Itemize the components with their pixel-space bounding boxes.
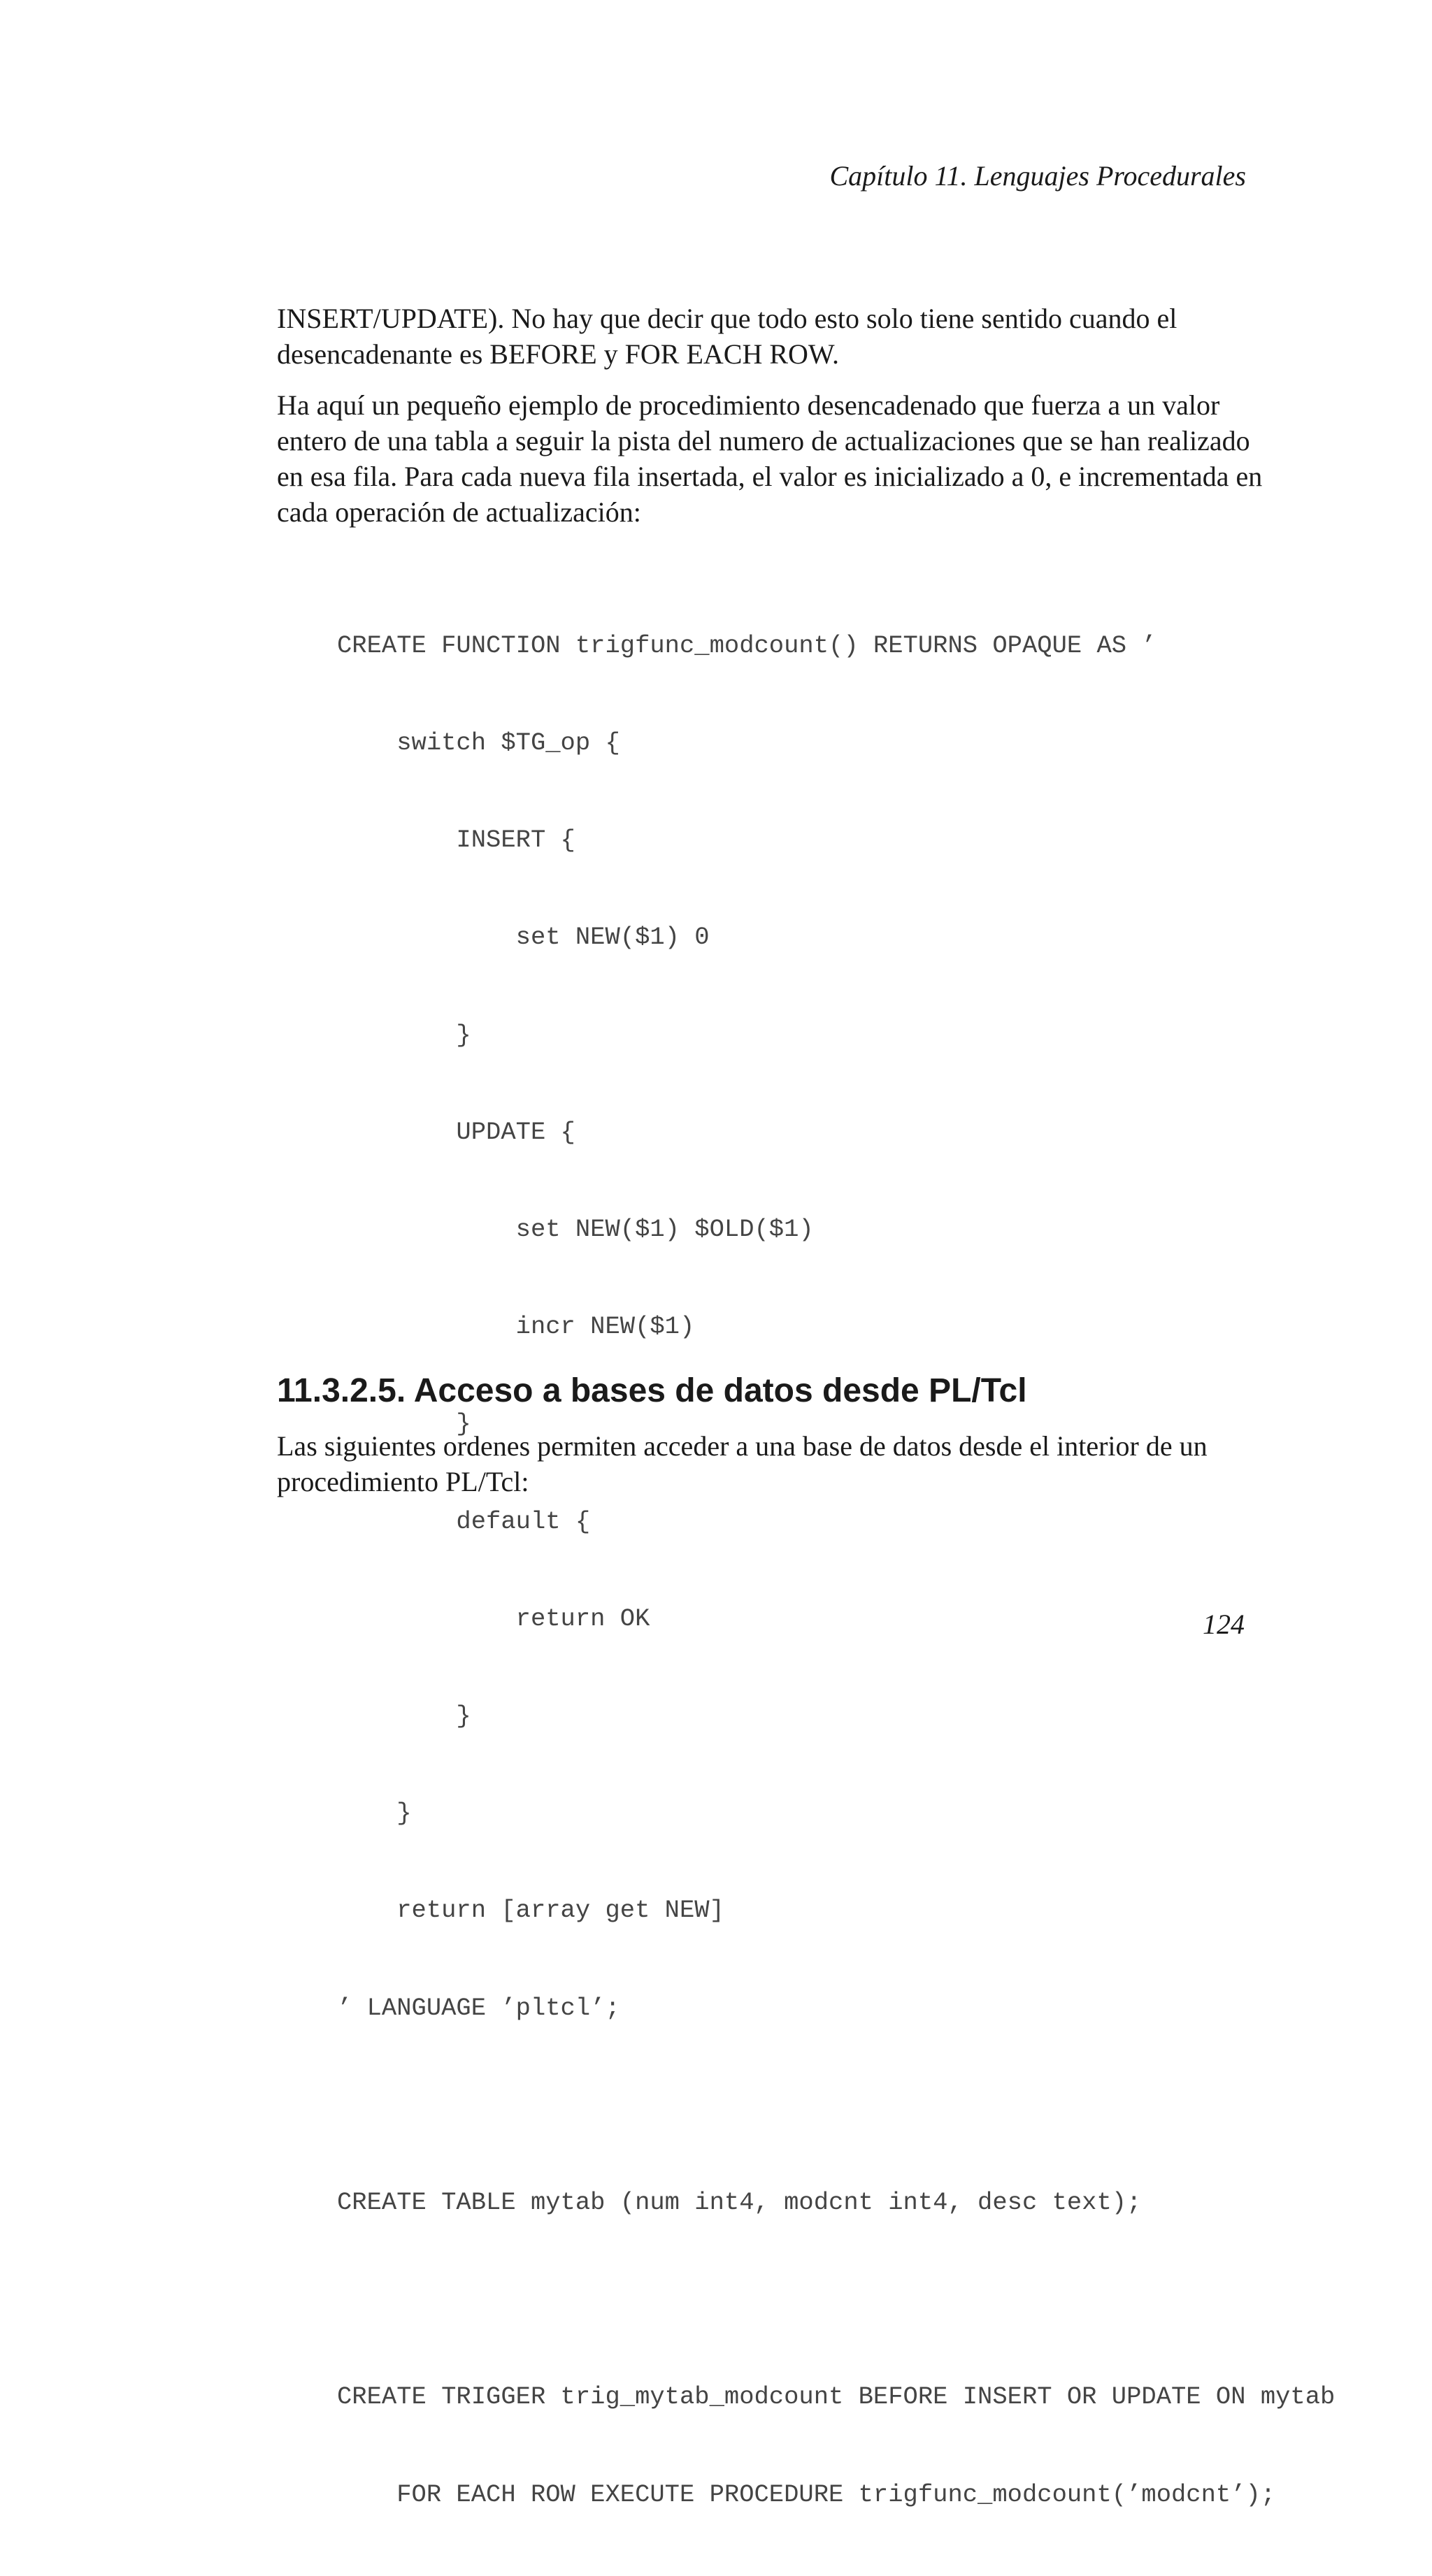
code-line: switch $TG_op { <box>337 728 620 758</box>
code-line: } <box>337 1409 471 1439</box>
code-line: set NEW($1) $OLD($1) <box>337 1215 814 1244</box>
code-line: UPDATE { <box>337 1117 575 1146</box>
code-block <box>337 565 1336 2576</box>
code-line: ’ LANGUAGE ’pltcl’; <box>337 1993 620 2022</box>
section-title: 11.3.2.5. Acceso a bases de datos desde PL/Tcl <box>277 1372 1027 1409</box>
code-line: } <box>337 1799 412 1828</box>
code-line: set NEW($1) 0 <box>337 923 710 952</box>
code-line: return OK <box>337 1604 650 1633</box>
code-line: default { <box>337 1506 591 1536</box>
body-paragraph: Ha aquí un pequeño ejemplo de procedimiento desencadenado que fuerza a un valor entero de una tabla a seguir la pista del numero de actualizaciones que se han realizado en esa fila. Para cada nueva fila insertada, el valor es inicializado a 0, e incrementada en cada operación de actualización: <box>277 389 1263 528</box>
code-line <box>337 2089 1270 2122</box>
code-line: FOR EACH ROW EXECUTE PROCEDURE trigfunc_modcount(’modcnt’); <box>337 2480 1276 2509</box>
code-line <box>337 2284 1270 2316</box>
code-line: incr NEW($1) <box>337 1312 695 1341</box>
body-paragraph: INSERT/UPDATE). No hay que decir que todo esto solo tiene sentido cuando el desencadenante es BEFORE y FOR EACH ROW. <box>277 303 1177 370</box>
code-line: CREATE FUNCTION trigfunc_modcount() RETURNS OPAQUE AS ’ <box>337 631 1157 660</box>
code-line: INSERT { <box>337 826 575 855</box>
code-line: } <box>337 1020 471 1049</box>
section-paragraph: Las siguientes ordenes permiten acceder a una base de datos desde el interior de un procedimiento PL/Tcl: <box>277 1430 1208 1497</box>
code-line: } <box>337 1701 471 1731</box>
page-number: 124 <box>1203 1609 1245 1640</box>
code-line: CREATE TRIGGER trig_mytab_modcount BEFORE INSERT OR UPDATE ON mytab <box>337 2382 1336 2412</box>
running-header: Capítulo 11. Lenguajes Procedurales <box>829 160 1246 192</box>
code-line: return [array get NEW] <box>337 1896 724 1925</box>
code-line: CREATE TABLE mytab (num int4, modcnt int4, desc text); <box>337 2188 1142 2217</box>
